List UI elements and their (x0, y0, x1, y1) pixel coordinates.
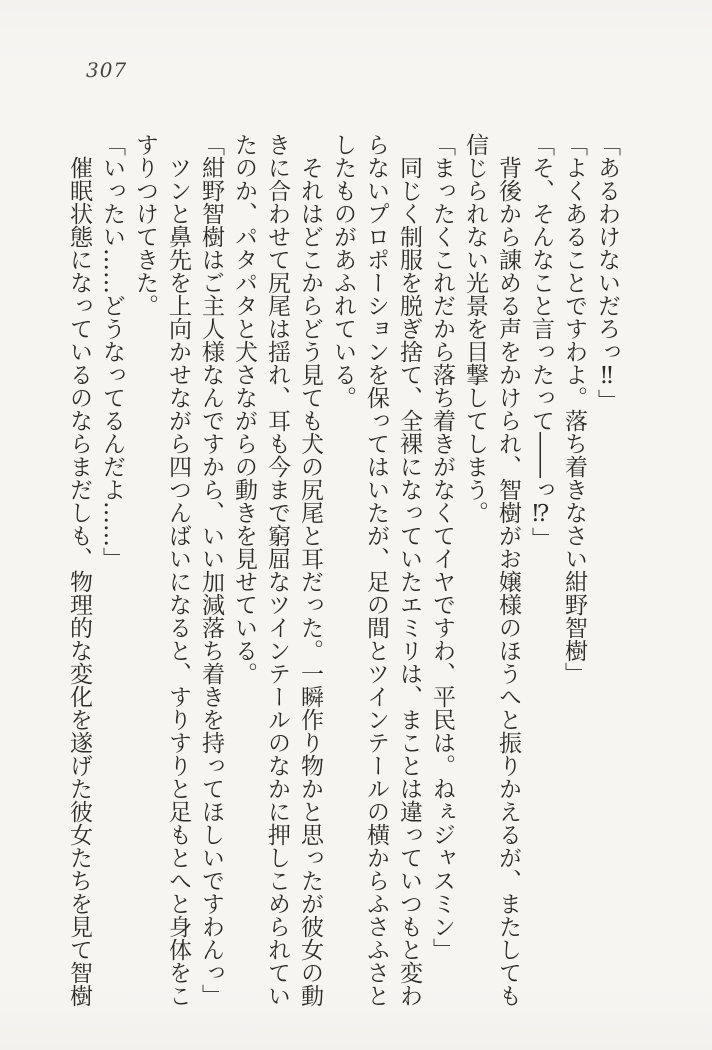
paragraph: 催眠状態になっているのならまだしも、物理的な変化を遂げた彼女たちを見て智樹 (66, 156, 92, 1007)
paragraph: 「いったい……どうなってるんだよ……」 (99, 133, 125, 570)
text-block (62, 133, 623, 1010)
paragraph: 「よくあることですわよ。落ち着きなさい紺野智樹」 (561, 133, 587, 685)
paragraph: 同じく制服を脱ぎ捨て、全裸になっていたエミリは、まことは違っていつもと変わらないプロポーションを保ってはいたが、足の間とツインテールの横からふさふさとしたものがあふれている。 (330, 133, 422, 1007)
paragraph: ツンと鼻先を上向かせながら四つんばいになると、すりすりと足もとへと身体をこすりつけてきた。 (132, 133, 191, 1007)
page-number: 307 (86, 58, 128, 82)
paragraph: 「あるわけないだろっ‼」 (594, 133, 620, 412)
paragraph: 背後から諌める声をかけられ、智樹がお嬢様のほうへと振りかえるが、またしても信じられない光景を目撃してしまう。 (462, 133, 521, 1007)
paragraph: 「紺野智樹はご主人様なんですから、いい加減落ち着きを持ってほしいですわんっ」 (198, 133, 224, 1007)
paragraph: 「そ、そんなこと言ったって――っ⁉」 (528, 133, 554, 550)
paragraph: それはどこからどう見ても犬の尻尾と耳だった。一瞬作り物かと思ったが彼女の動きに合わせて尻尾は揺れ、耳も今まで窮屈なツインテールのなかに押しこめられていたのか、パタパタと犬さながらの動きを見せている。 (231, 133, 323, 1007)
paragraph: 「まったくこれだから落ち着きがなくてイヤですわ、平民は。ねぇジャスミン」 (429, 133, 455, 961)
